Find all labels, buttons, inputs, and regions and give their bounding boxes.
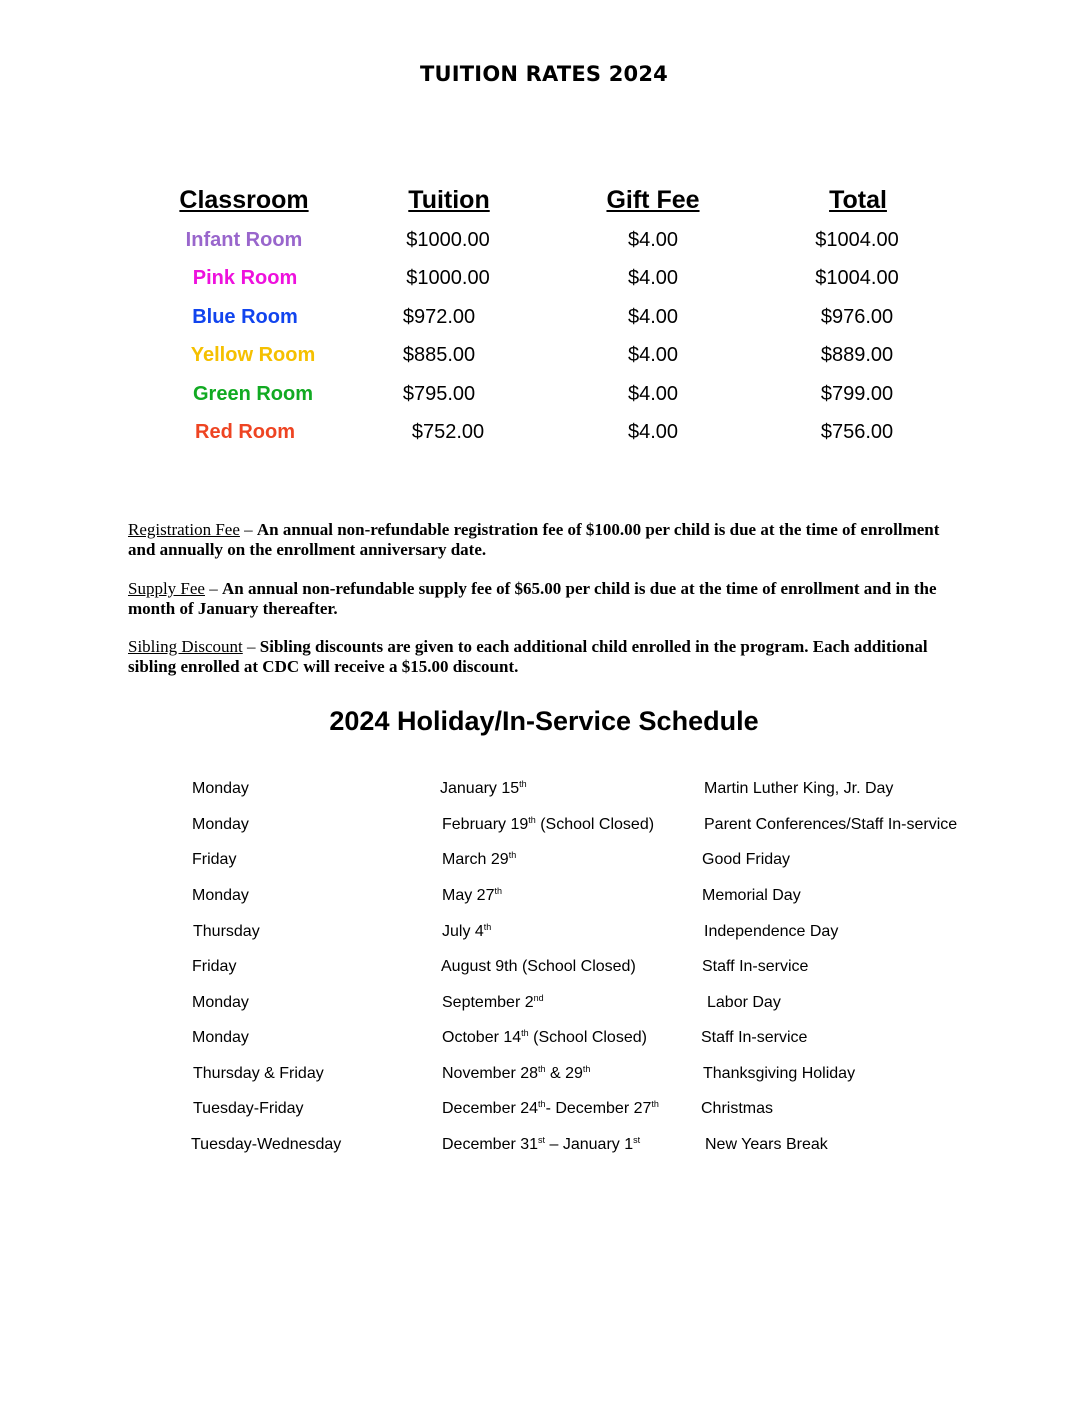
gift-fee-value: $4.00 [627,383,679,405]
schedule-date [442,1029,647,1047]
schedule-event: Good Friday [702,851,791,868]
tuition-row [0,229,1088,259]
gift-fee-value: $4.00 [627,267,679,289]
schedule-day: Thursday & Friday [193,1065,324,1082]
date-ordinal-suffix: th [538,1064,546,1074]
date-ordinal-suffix: st [538,1135,546,1145]
schedule-day: Monday [192,816,249,833]
gift-fee-value: $4.00 [627,306,679,328]
header-total: Total [829,186,887,214]
date-ordinal-suffix: th [538,1099,546,1109]
schedule-row [0,1136,1088,1158]
date-text: September 2 [442,994,534,1011]
tuition-value: $795.00 [402,383,476,405]
date-ordinal-suffix: nd [533,993,544,1003]
schedule-row [0,923,1088,945]
supply-fee-paragraph [128,579,963,619]
total-value: $799.00 [820,383,894,405]
room-name: Green Room [192,383,314,405]
registration-fee-paragraph [128,520,963,560]
date-text: (School Closed) [528,1029,647,1046]
schedule-day: Friday [192,851,237,868]
date-ordinal-suffix: th [582,1064,591,1074]
schedule-event: New Years Break [705,1136,828,1153]
schedule-event: Staff In-service [702,958,809,975]
date-ordinal-suffix: st [633,1135,641,1145]
schedule-event: Christmas [701,1100,774,1117]
page-title: TUITION RATES 2024 [419,62,668,86]
schedule-event: Labor Day [707,994,781,1011]
schedule-day: Monday [192,780,249,797]
tuition-row [0,267,1088,297]
schedule-day: Monday [192,887,249,904]
supply-fee-dash: – [204,579,222,598]
sibling-discount-text: Sibling discounts are given to each additional child enrolled in the program. Each additional sibling enrolled at CDC will receive a $15.00 discount. [128,637,928,676]
tuition-value: $752.00 [411,421,485,443]
schedule-day: Thursday [193,923,260,940]
schedule-event: Parent Conferences/Staff In-service [704,816,958,833]
total-value: $1004.00 [815,267,899,289]
total-value: $976.00 [820,306,894,328]
room-name: Red Room [195,421,295,443]
date-text: October 14 [442,1029,522,1046]
schedule-date [440,780,527,798]
date-text: – January 1 [545,1136,634,1153]
gift-fee-value: $4.00 [627,344,679,366]
total-value: $1004.00 [815,229,899,251]
tuition-value: $972.00 [402,306,476,328]
schedule-date [441,958,636,976]
date-text: December 24 [442,1100,539,1117]
schedule-day: Friday [192,958,237,975]
registration-fee-dash: – [239,520,257,539]
schedule-row [0,958,1088,980]
room-name: Infant Room [185,229,303,251]
date-text: January 15 [440,780,520,797]
schedule-row [0,1100,1088,1122]
tuition-row [0,383,1088,413]
gift-fee-value: $4.00 [627,421,679,443]
schedule-event: Thanksgiving Holiday [703,1065,856,1082]
registration-fee-term: Registration Fee [128,520,240,539]
tuition-row [0,421,1088,451]
schedule-day: Monday [192,1029,249,1046]
tuition-value: $1000.00 [406,267,490,289]
schedule-date [442,1100,659,1118]
supply-fee-text: An annual non-refundable supply fee of $65.00 per child is due at the time of enrollment and in the month of January thereafter. [128,579,937,618]
date-text: December 31 [442,1136,539,1153]
date-ordinal-suffix: th [521,1028,529,1038]
tuition-value: $885.00 [402,344,476,366]
date-ordinal-suffix: th [519,779,527,789]
schedule-row [0,1065,1088,1087]
schedule-day: Monday [192,994,249,1011]
schedule-event: Independence Day [704,923,839,940]
schedule-day: Tuesday-Friday [193,1100,304,1117]
date-text: July 4 [442,923,484,940]
registration-fee-text: An annual non-refundable registration fee of $100.00 per child is due at the time of enrollment and annually on the enrollment anniversary date. [128,520,940,559]
supply-fee-term: Supply Fee [128,579,205,598]
schedule-date [442,994,544,1012]
date-text: November 28 [442,1065,539,1082]
date-ordinal-suffix: th [494,886,502,896]
schedule-row [0,780,1088,802]
schedule-row [0,851,1088,873]
schedule-event: Martin Luther King, Jr. Day [704,780,894,797]
date-ordinal-suffix: th [651,1099,659,1109]
date-text: February 19 [442,816,529,833]
date-ordinal-suffix: th [508,850,517,860]
date-text: - December 27 [545,1100,652,1117]
schedule-date [442,816,654,834]
tuition-value: $1000.00 [406,229,490,251]
date-text: March 29 [442,851,509,868]
schedule-date [442,923,491,941]
sibling-discount-dash: – [242,637,260,656]
room-name: Yellow Room [190,344,316,366]
date-text: August 9th (School Closed) [441,958,636,975]
schedule-date [442,851,516,869]
header-tuition: Tuition [408,186,490,214]
room-name: Pink Room [192,267,298,289]
date-ordinal-suffix: th [483,922,492,932]
total-value: $889.00 [820,344,894,366]
schedule-row [0,994,1088,1016]
date-text: May 27 [442,887,495,904]
tuition-row [0,306,1088,336]
tuition-row [0,344,1088,374]
schedule-event: Staff In-service [701,1029,808,1046]
tuition-table-header [0,186,1088,216]
schedule-event: Memorial Day [702,887,801,904]
sibling-discount-paragraph [128,637,963,677]
date-ordinal-suffix: th [528,815,536,825]
schedule-row [0,1029,1088,1051]
header-gift-fee: Gift Fee [606,186,700,214]
schedule-title: 2024 Holiday/In-Service Schedule [329,706,759,736]
total-value: $756.00 [820,421,894,443]
schedule-day: Tuesday-Wednesday [191,1136,342,1153]
gift-fee-value: $4.00 [627,229,679,251]
schedule-row [0,816,1088,838]
date-text: (School Closed) [535,816,655,833]
room-name: Blue Room [192,306,298,328]
header-classroom: Classroom [179,186,309,214]
schedule-date [442,1136,640,1154]
schedule-date [442,887,502,905]
schedule-row [0,887,1088,909]
date-text: & 29 [545,1065,583,1082]
schedule-date [442,1065,590,1083]
sibling-discount-term: Sibling Discount [128,637,243,656]
